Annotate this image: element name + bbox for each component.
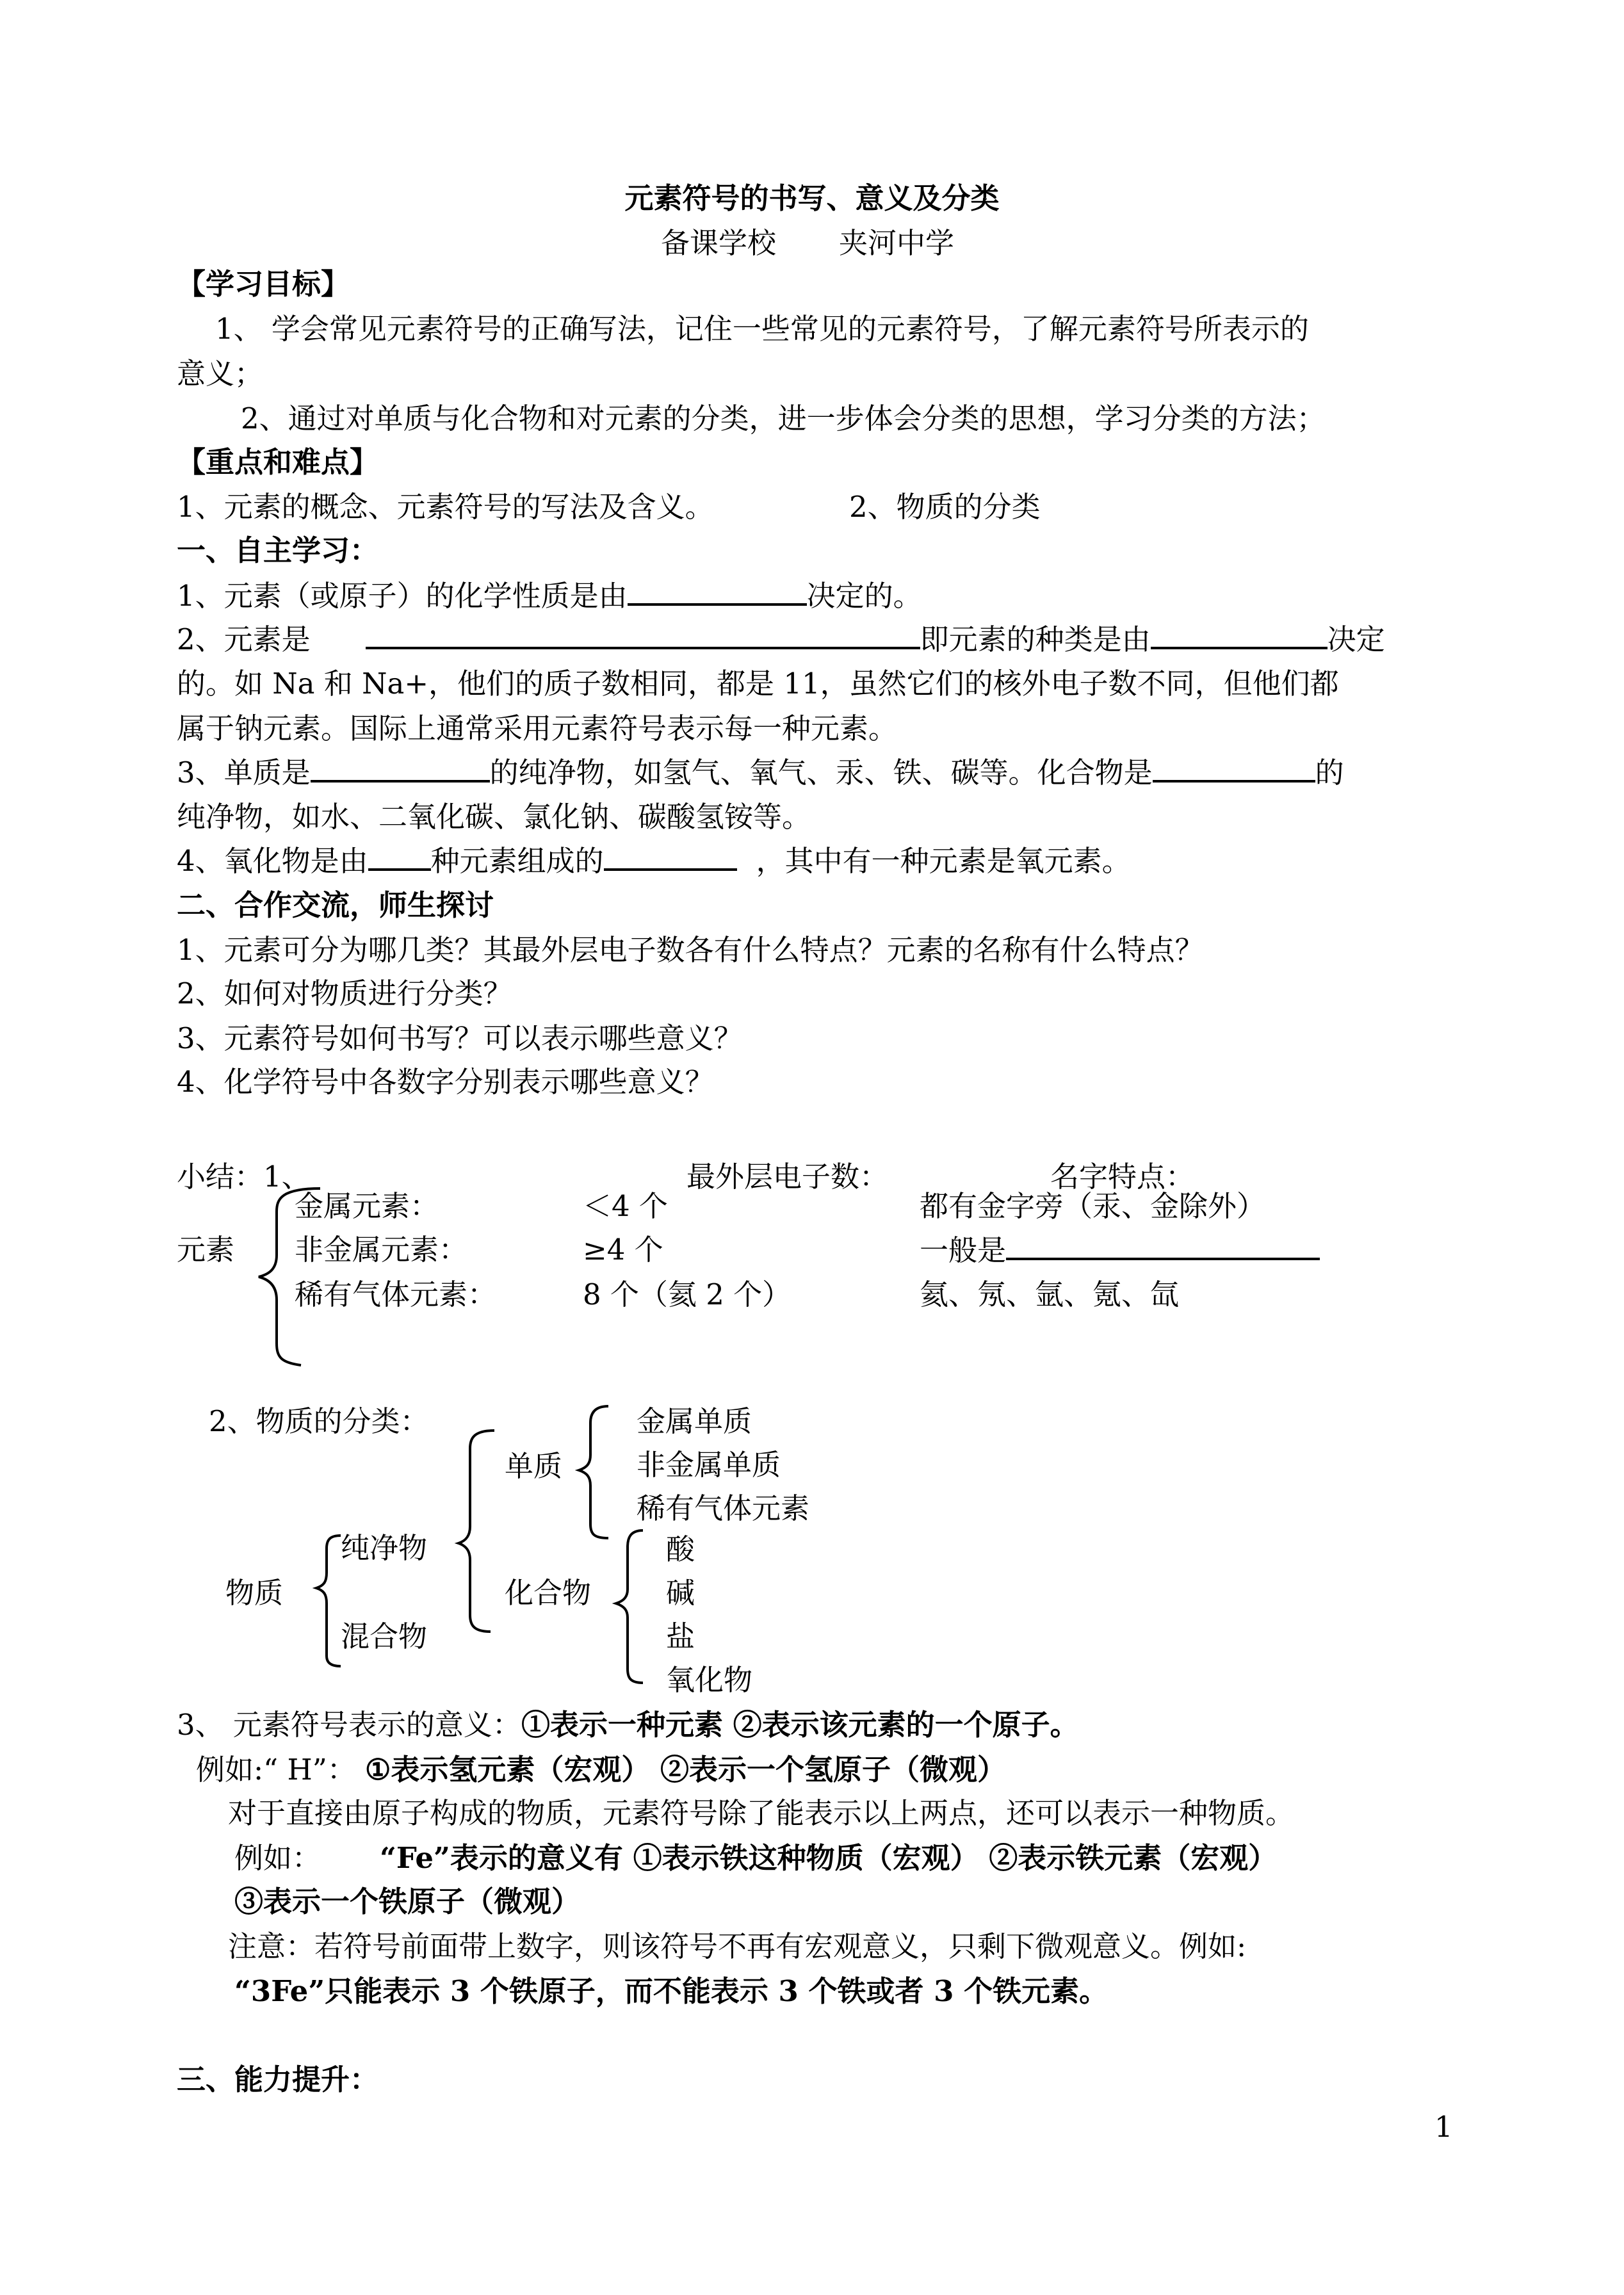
nonmetal-element-electrons: ≥4 个 [583,1233,663,1267]
meaning-line-6: 注意：若符号前面带上数字，则该符号不再有宏观意义，只剩下微观意义。例如: [228,1929,1247,1963]
q3-text-a: 3、单质是 [177,756,311,790]
meaning-line-3: 对于直接由原子构成的物质，元素符号除了能表示以上两点，还可以表示一种物质。 [228,1796,1295,1830]
prep-school-label: 备课学校 [661,226,777,260]
q1-text-a: 1、元素（或原子）的化学性质是由 [177,579,628,613]
q1-text-b: 决定的。 [806,579,922,613]
simple-item-metal: 金属单质 [637,1404,752,1438]
meaning-line-4 [234,1838,1277,1879]
compound-item-oxide: 氧化物 [666,1663,753,1697]
q3-text-b: 的纯净物，如氢气、氧气、汞、铁、碳等。化合物是 [489,756,1153,790]
goal-1-line-1: 1、 学会常见元素符号的正确写法，记住一些常见的元素符号，了解元素符号所表示的 [215,312,1309,346]
compound-item-base: 碱 [666,1576,695,1610]
classification-label: 2、物质的分类： [209,1404,429,1438]
noble-element-name: 稀有气体元素： [295,1277,497,1311]
self-study-q3-line2: 纯净物，如水、二氧化碳、氯化钠、碳酸氢铵等。 [177,800,811,834]
discussion-heading: 二、合作交流，师生探讨 [177,888,494,922]
page-title: 元素符号的书写、意义及分类 [624,181,1000,215]
mixture-label: 混合物 [341,1619,428,1653]
discussion-q1: 1、元素可分为哪几类？其最外层电子数各有什么特点？元素的名称有什么特点？ [177,933,1204,967]
simple-substance-label: 单质 [505,1449,563,1483]
meaning-line-4-lead: 例如： [234,1841,321,1875]
nonmetal-feature-text: 一般是 [920,1233,1007,1267]
q2-text-b: 即元素的种类是由 [920,622,1151,656]
summary-intro: 小结：1、 [177,1160,311,1194]
simple-item-nonmetal: 非金属单质 [637,1448,781,1482]
self-study-q2-line3: 属于钠元素。国际上通常采用元素符号表示每一种元素。 [177,711,898,745]
goal-2: 2、通过对单质与化合物和对元素的分类，进一步体会分类的思想，学习分类的方法； [241,401,1326,435]
q3-text-c: 的 [1315,756,1344,790]
meaning-line-5: ③表示一个铁原子（微观） [234,1885,581,1918]
key-point-1: 1、元素的概念、元素符号的写法及含义。 [177,490,714,524]
discussion-q3: 3、元素符号如何书写？可以表示哪些意义？ [177,1021,743,1055]
meaning-line-2 [196,1749,1006,1790]
discussion-q4: 4、化学符号中各数字分别表示哪些意义？ [177,1065,714,1099]
summary-col-names: 名字特点： [1050,1160,1195,1194]
key-point-2: 2、物质的分类 [849,490,1041,524]
school-name: 夹河中学 [839,226,955,260]
meaning-line-1-lead: 3、 元素符号表示的意义： [177,1708,521,1742]
compound-item-acid: 酸 [666,1532,695,1566]
meaning-line-2-points: ①表示氢元素（宏观） ②表示一个氢原子（微观） [365,1753,1007,1787]
metal-element-name: 金属元素： [295,1189,439,1223]
meaning-line-1-points: ①表示一种元素 ②表示该元素的一个原子。 [521,1708,1079,1742]
q4-text-b: 种元素组成的 [430,844,604,878]
meaning-line-4-points: “Fe”表示的意义有 ①表示铁这种物质（宏观） ②表示铁元素（宏观） [380,1841,1278,1875]
compound-item-salt: 盐 [666,1619,695,1653]
q4-text-a: 4、氧化物是由 [177,844,368,878]
self-study-q2-line2: 的。如 Na 和 Na+，他们的质子数相同，都是 11，虽然它们的核外电子数不同，但他们都 [177,667,1339,701]
nonmetal-element-name: 非金属元素： [295,1233,468,1267]
noble-element-electrons: 8 个（氦 2 个） [583,1277,792,1311]
meaning-line-1 [177,1705,1079,1746]
compound-label: 化合物 [505,1576,592,1610]
meaning-line-2-lead: 例如:“ H”： [196,1753,356,1787]
goal-1-line-2: 意义； [177,357,264,391]
key-heading: 【重点和难点】 [177,445,379,479]
page-number: 1 [1434,2110,1453,2144]
goals-heading: 【学习目标】 [177,267,350,301]
meaning-line-7: “3Fe”只能表示 3 个铁原子，而不能表示 3 个铁或者 3 个铁元素。 [234,1974,1108,2008]
summary-col-electrons: 最外层电子数： [686,1160,889,1194]
metal-element-electrons: ＜4 个 [583,1189,668,1223]
q2-text-a: 2、元素是 [177,622,311,656]
q2-text-c: 决定 [1327,622,1385,656]
element-root-label: 元素 [177,1233,235,1267]
ability-heading: 三、能力提升： [177,2063,379,2096]
pure-substance-label: 纯净物 [341,1531,428,1565]
q4-text-c: ，其中有一种元素是氧元素。 [756,844,1131,878]
self-study-heading: 一、自主学习： [177,533,379,567]
simple-item-noble-gas: 稀有气体元素 [637,1491,810,1525]
metal-element-feature: 都有金字旁（汞、金除外） [920,1189,1266,1223]
substance-root-label: 物质 [225,1576,284,1610]
discussion-q2: 2、如何对物质进行分类？ [177,977,512,1010]
noble-element-feature: 氦、氖、氩、氪、氙 [920,1277,1180,1311]
